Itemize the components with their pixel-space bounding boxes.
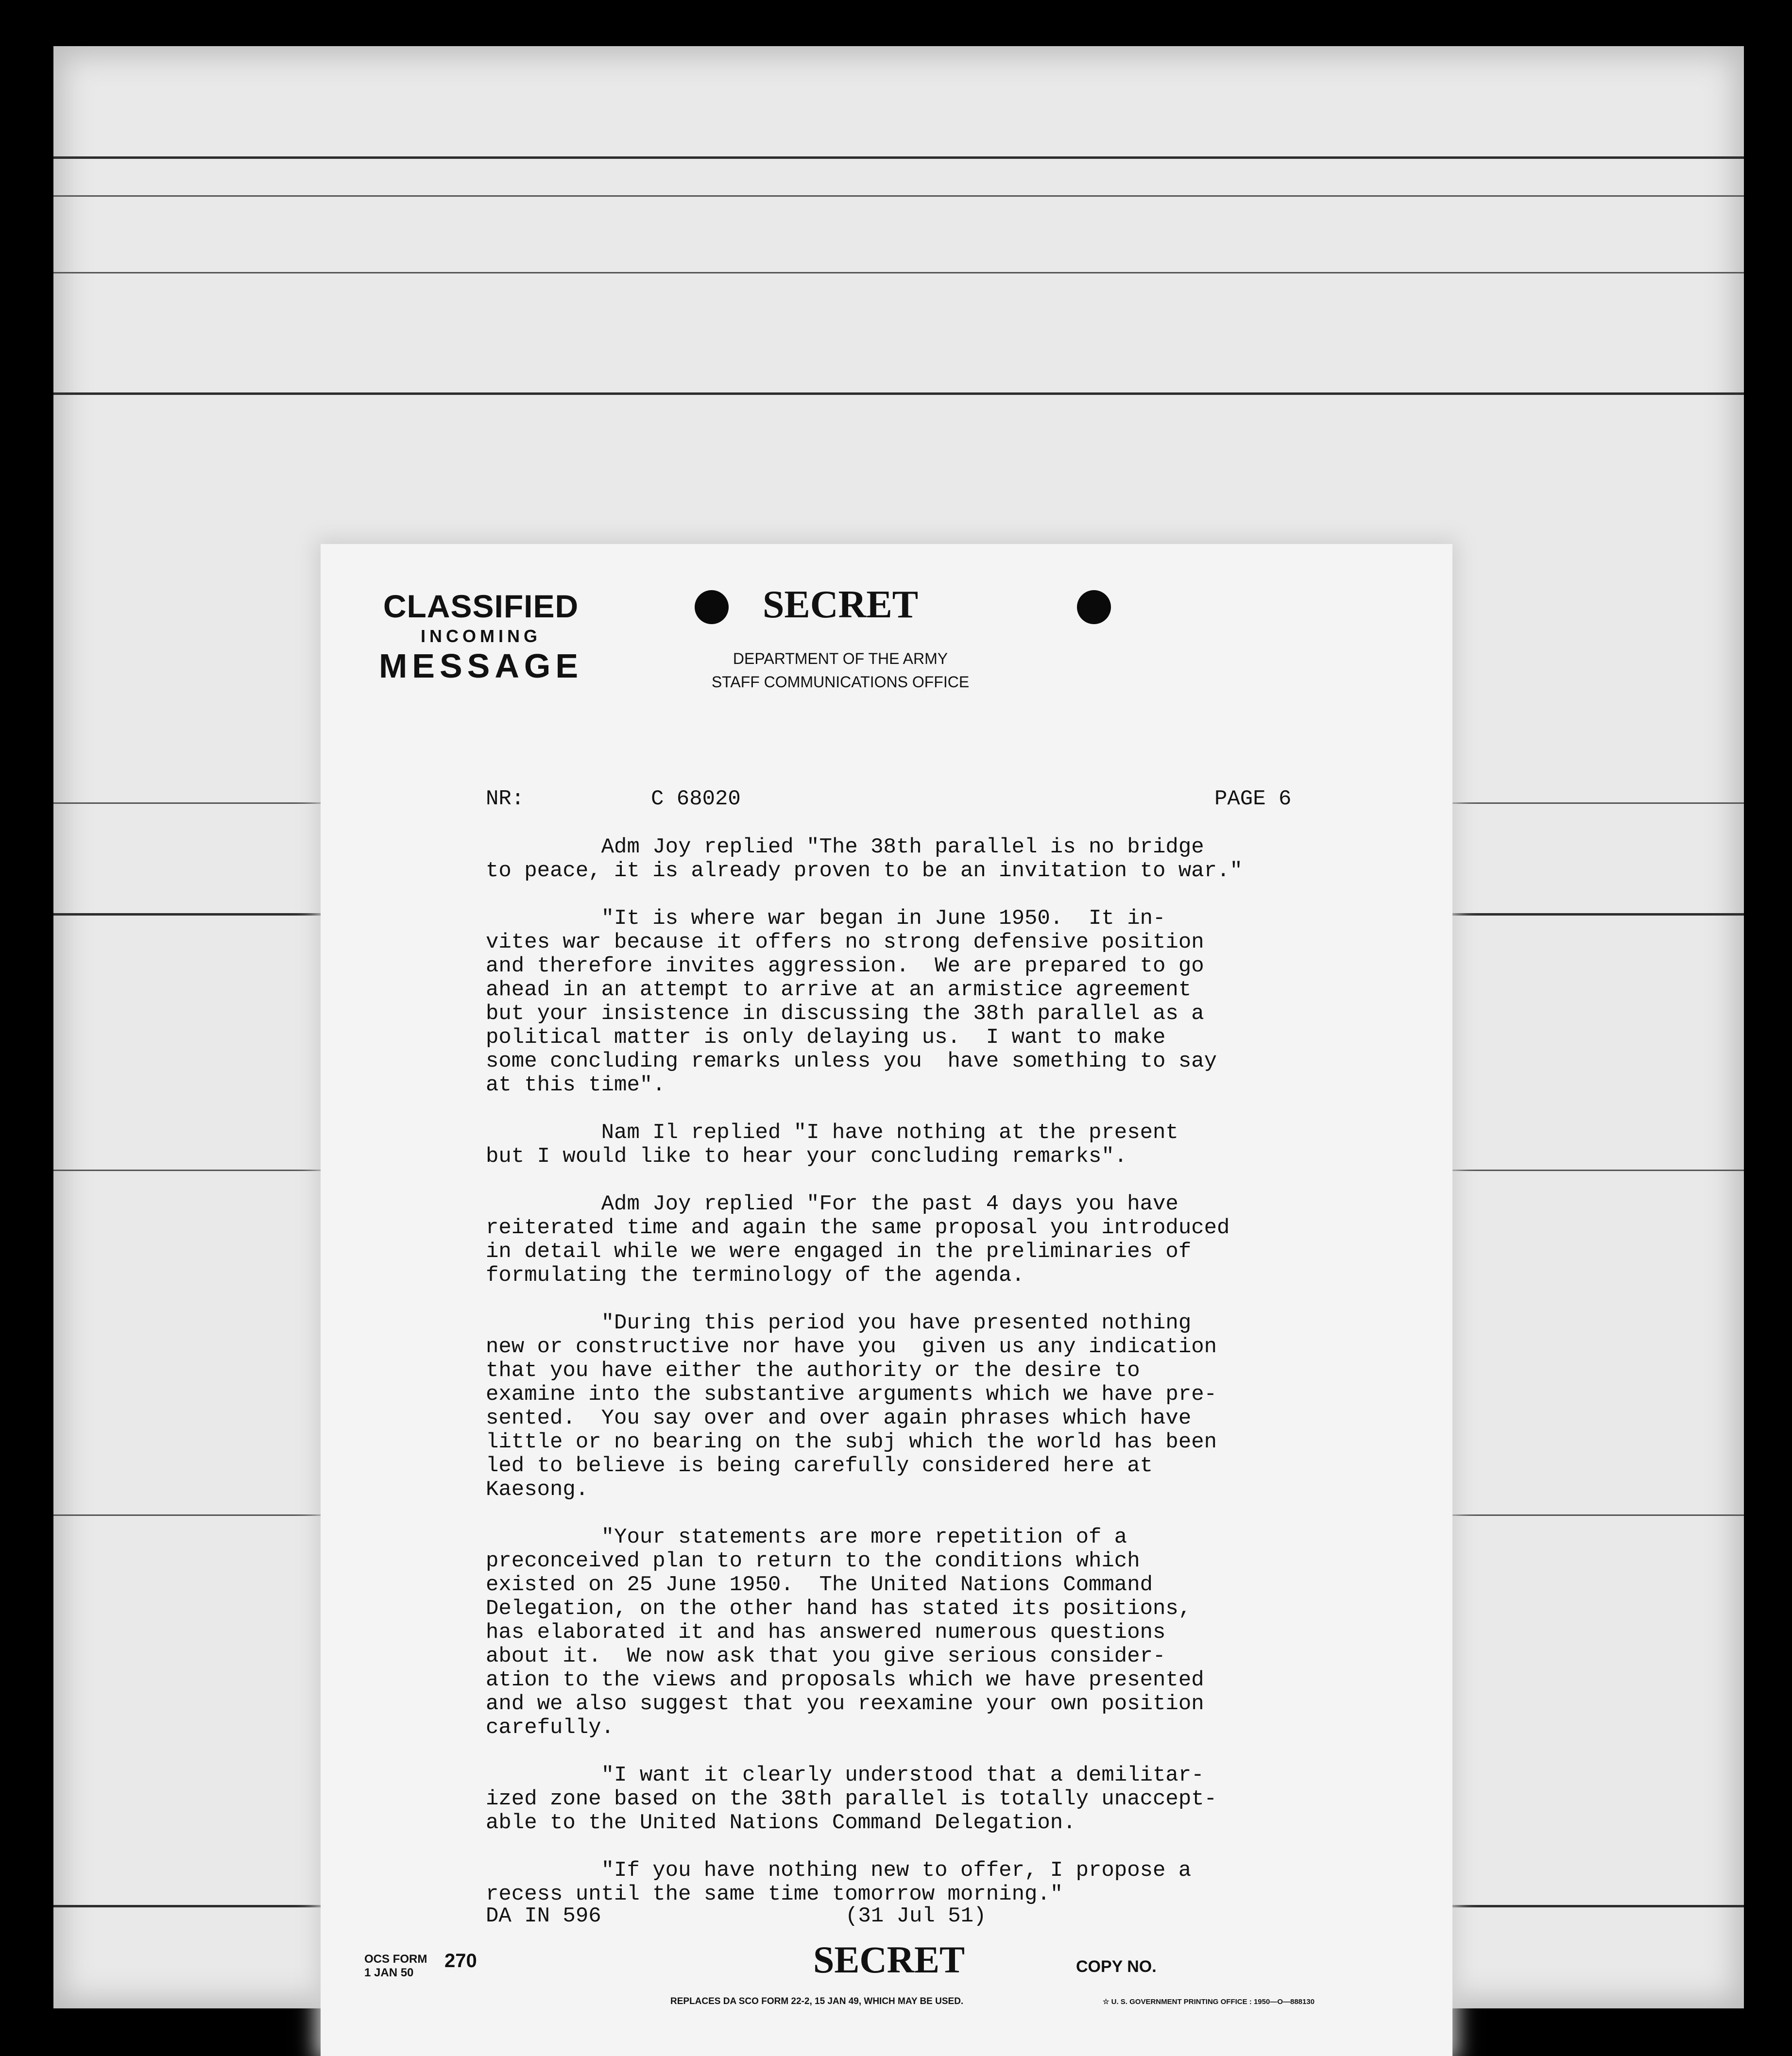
body-line: in detail while we were engaged in the preliminaries of [486, 1240, 1192, 1264]
scan-line [53, 392, 1744, 395]
body-line: new or constructive nor have you given us any indication [486, 1335, 1217, 1359]
body-line: "During this period you have presented nothing [486, 1311, 1192, 1335]
body-line: at this time". [486, 1073, 666, 1097]
body-line: formulating the terminology of the agenda. [486, 1263, 1024, 1288]
message-reference-row [486, 787, 1292, 814]
body-line: recess until the same time tomorrow morning." [486, 1882, 1063, 1906]
body-line: "I want it clearly understood that a demilitar- [486, 1763, 1204, 1787]
incoming-label: INCOMING [421, 626, 541, 646]
body-line: and we also suggest that you reexamine your own position [486, 1692, 1204, 1716]
body-line: "If you have nothing new to offer, I propose a [486, 1858, 1192, 1883]
body-line: "Your statements are more repetition of a [486, 1525, 1127, 1549]
body-line: political matter is only delaying us. I want to make [486, 1025, 1166, 1050]
message-date: (31 Jul 51) [845, 1904, 987, 1928]
form-label: OCS FORM [364, 1953, 427, 1966]
body-line: ized zone based on the 38th parallel is totally unaccept- [486, 1787, 1217, 1811]
page-number: PAGE 6 [1214, 787, 1292, 811]
printing-office-note: ☆ U. S. GOVERNMENT PRINTING OFFICE : 1950—O—888130 [1103, 1998, 1315, 2006]
body-line: but your insistence in discussing the 38th parallel as a [486, 1002, 1204, 1026]
body-line: but I would like to hear your concluding remarks". [486, 1144, 1127, 1169]
body-line: Adm Joy replied "For the past 4 days you have [486, 1192, 1178, 1216]
office-name: STAFF COMMUNICATIONS OFFICE [711, 673, 970, 691]
message-body [486, 835, 1341, 1906]
punch-hole-left [695, 590, 729, 624]
body-line: "It is where war began in June 1950. It in- [486, 906, 1166, 931]
body-line: reiterated time and again the same proposal you introduced [486, 1216, 1230, 1240]
replaces-note: REPLACES DA SCO FORM 22-2, 15 JAN 49, WHICH MAY BE USED. [670, 1996, 964, 2006]
nr-label: NR: [486, 787, 525, 811]
punch-hole-right [1077, 590, 1111, 624]
body-line: Kaesong. [486, 1478, 589, 1502]
security-marking-bottom: SECRET [813, 1938, 965, 1981]
body-line: has elaborated it and has answered numerous questions [486, 1620, 1166, 1645]
message-type-heading [364, 587, 597, 685]
body-line: Adm Joy replied "The 38th parallel is no bridge [486, 835, 1204, 859]
body-line: and therefore invites aggression. We are prepared to go [486, 954, 1204, 978]
scan-line [53, 272, 1744, 273]
body-line: Nam Il replied "I have nothing at the present [486, 1121, 1178, 1145]
body-line: some concluding remarks unless you have something to say [486, 1049, 1217, 1073]
classified-label: CLASSIFIED [383, 588, 579, 624]
body-line: carefully. [486, 1716, 614, 1740]
department-name: DEPARTMENT OF THE ARMY [733, 650, 948, 667]
body-line: examine into the substantive arguments which we have pre- [486, 1382, 1217, 1407]
form-date: 1 JAN 50 [364, 1966, 414, 1979]
body-line: ation to the views and proposals which we have presented [486, 1668, 1204, 1692]
body-line: Delegation, on the other hand has stated its positions, [486, 1597, 1192, 1621]
body-line: preconceived plan to return to the conditions which [486, 1549, 1140, 1573]
body-line: sented. You say over and over again phrases which have [486, 1406, 1192, 1430]
body-line: vites war because it offers no strong defensive position [486, 930, 1204, 954]
body-line: little or no bearing on the subj which the world has been [486, 1430, 1217, 1454]
form-number: 270 [444, 1950, 477, 1971]
body-line: about it. We now ask that you give serious consider- [486, 1644, 1166, 1668]
scan-line [53, 156, 1744, 159]
body-line: able to the United Nations Command Delegation. [486, 1811, 1076, 1835]
copy-number-label: COPY NO. [1076, 1957, 1157, 1976]
message-sheet [321, 544, 1452, 2056]
body-line: existed on 25 June 1950. The United Nations Command [486, 1573, 1153, 1597]
body-line: that you have either the authority or the desire to [486, 1359, 1140, 1383]
da-in-number: DA IN 596 [486, 1904, 601, 1928]
security-marking-top: SECRET [762, 583, 919, 626]
message-label: MESSAGE [378, 647, 583, 685]
body-line: led to believe is being carefully considered here at [486, 1454, 1153, 1478]
department-heading [631, 647, 1049, 694]
scan-line [53, 195, 1744, 197]
message-number: C 68020 [651, 787, 741, 811]
message-footer-reference [486, 1904, 1093, 1931]
body-line: ahead in an attempt to arrive at an armistice agreement [486, 978, 1192, 1002]
body-line: to peace, it is already proven to be an invitation to war." [486, 859, 1243, 883]
